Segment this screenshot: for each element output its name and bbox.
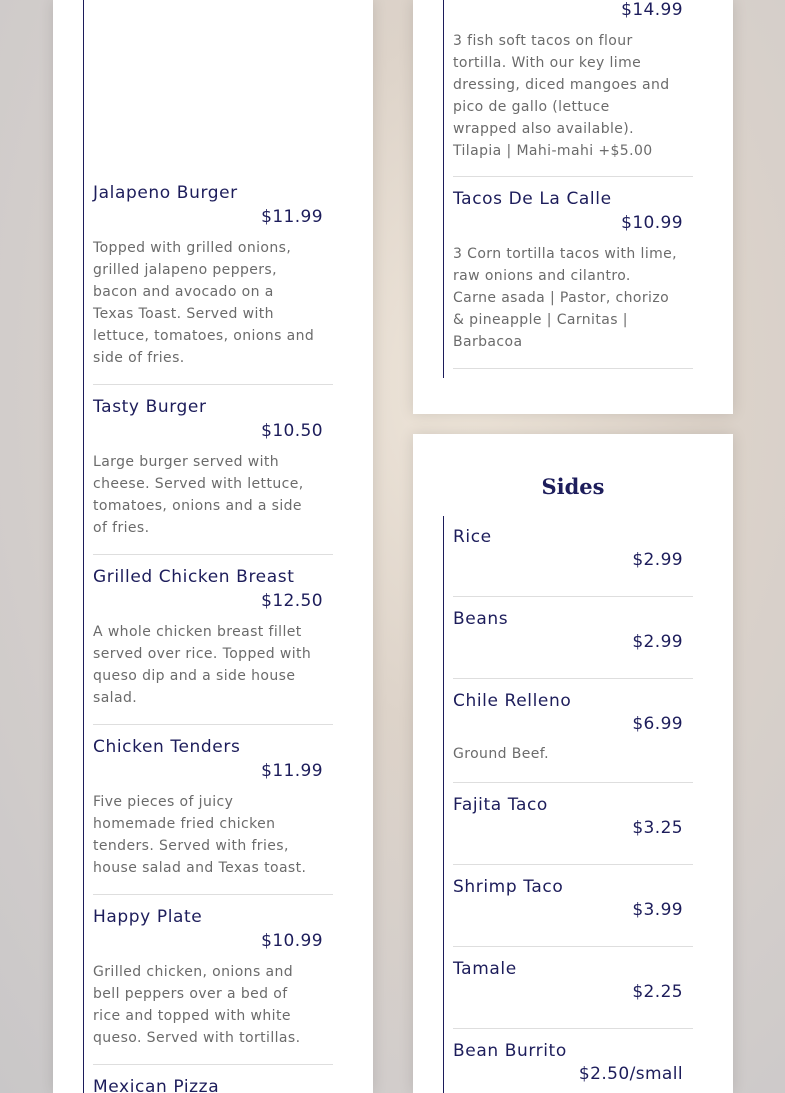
menu-item-description: Five pieces of juicy homemade fried chicken tenders. Served with fries, house salad and Texas toast. xyxy=(93,794,307,876)
side-item-name: Fajita Taco xyxy=(453,795,548,815)
side-item-price: $2.99 xyxy=(632,632,683,652)
menu-item xyxy=(93,907,333,1065)
menu-card-sides xyxy=(413,434,733,1093)
menu-card-main-dishes xyxy=(53,0,373,1093)
side-item-price: $2.25 xyxy=(632,982,683,1002)
side-item-price: $2.99 xyxy=(632,550,683,570)
menu-item xyxy=(453,189,693,369)
accent-line xyxy=(443,0,444,378)
side-item-description: Ground Beef. xyxy=(453,746,549,762)
side-item-name: Chile Relleno xyxy=(453,691,572,711)
menu-item-name: Grilled Chicken Breast xyxy=(93,567,295,587)
menu-item-name: Jalapeno Burger xyxy=(93,183,238,203)
menu-item-price: $14.99 xyxy=(621,0,683,20)
menu-item-name: Tacos De La Calle xyxy=(453,189,612,209)
side-item xyxy=(453,795,693,865)
side-item xyxy=(453,959,693,1029)
side-item xyxy=(453,1041,693,1093)
section-title: Sides xyxy=(541,474,605,499)
side-item xyxy=(453,877,693,947)
side-item-name: Bean Burrito xyxy=(453,1041,567,1061)
menu-item-description: Grilled chicken, onions and bell peppers over a bed of rice and topped with white queso. Served with tortillas. xyxy=(93,964,301,1046)
menu-item-description: Large burger served with cheese. Served with lettuce, tomatoes, onions and a side of fries. xyxy=(93,454,304,536)
menu-item-price: $10.99 xyxy=(621,213,683,233)
menu-item-price: $11.99 xyxy=(261,207,323,227)
menu-card-tacos xyxy=(413,0,733,414)
menu-item xyxy=(93,737,333,895)
menu-item-description: 3 fish soft tacos on flour tortilla. With our key lime dressing, diced mangoes and pico de gallo (lettuce wrapped also available). Tilapia | Mahi-mahi +$5.00 xyxy=(453,33,670,159)
menu-item xyxy=(93,183,333,385)
menu-item-name: Happy Plate xyxy=(93,907,203,927)
side-item-price: $6.99 xyxy=(632,714,683,734)
side-item-price: $3.25 xyxy=(632,818,683,838)
menu-item-name: Mexican Pizza xyxy=(93,1077,220,1093)
menu-item xyxy=(93,1077,333,1093)
menu-item-price: $11.99 xyxy=(261,761,323,781)
menu-item-description: A whole chicken breast fillet served over rice. Topped with queso dip and a side house salad. xyxy=(93,624,312,706)
side-item xyxy=(453,609,693,679)
side-item-name: Shrimp Taco xyxy=(453,877,564,897)
menu-item-description: 3 Corn tortilla tacos with lime, raw onions and cilantro. Carne asada | Pastor, chorizo & pineapple | Carnitas | Barbacoa xyxy=(453,246,678,350)
side-item xyxy=(453,691,693,783)
menu-item xyxy=(453,0,693,177)
side-item-price: $3.99 xyxy=(632,900,683,920)
menu-item-price: $10.99 xyxy=(261,931,323,951)
side-item-name: Tamale xyxy=(453,959,517,979)
side-item xyxy=(453,527,693,597)
accent-line xyxy=(443,516,444,1093)
menu-item-name: Chicken Tenders xyxy=(93,737,241,757)
side-item-name: Beans xyxy=(453,609,509,629)
menu-item xyxy=(93,567,333,725)
menu-item xyxy=(93,397,333,555)
side-item-price: $2.50/small xyxy=(578,1064,683,1084)
menu-item-price: $12.50 xyxy=(261,591,323,611)
menu-item-price: $10.50 xyxy=(261,421,323,441)
menu-item-description: Topped with grilled onions, grilled jalapeno peppers, bacon and avocado on a Texas Toast. Served with lettuce, tomatoes, onions and side of fries. xyxy=(93,240,315,366)
menu-item-name: Tasty Burger xyxy=(93,397,207,417)
accent-line xyxy=(83,0,84,1093)
side-item-name: Rice xyxy=(453,527,492,547)
